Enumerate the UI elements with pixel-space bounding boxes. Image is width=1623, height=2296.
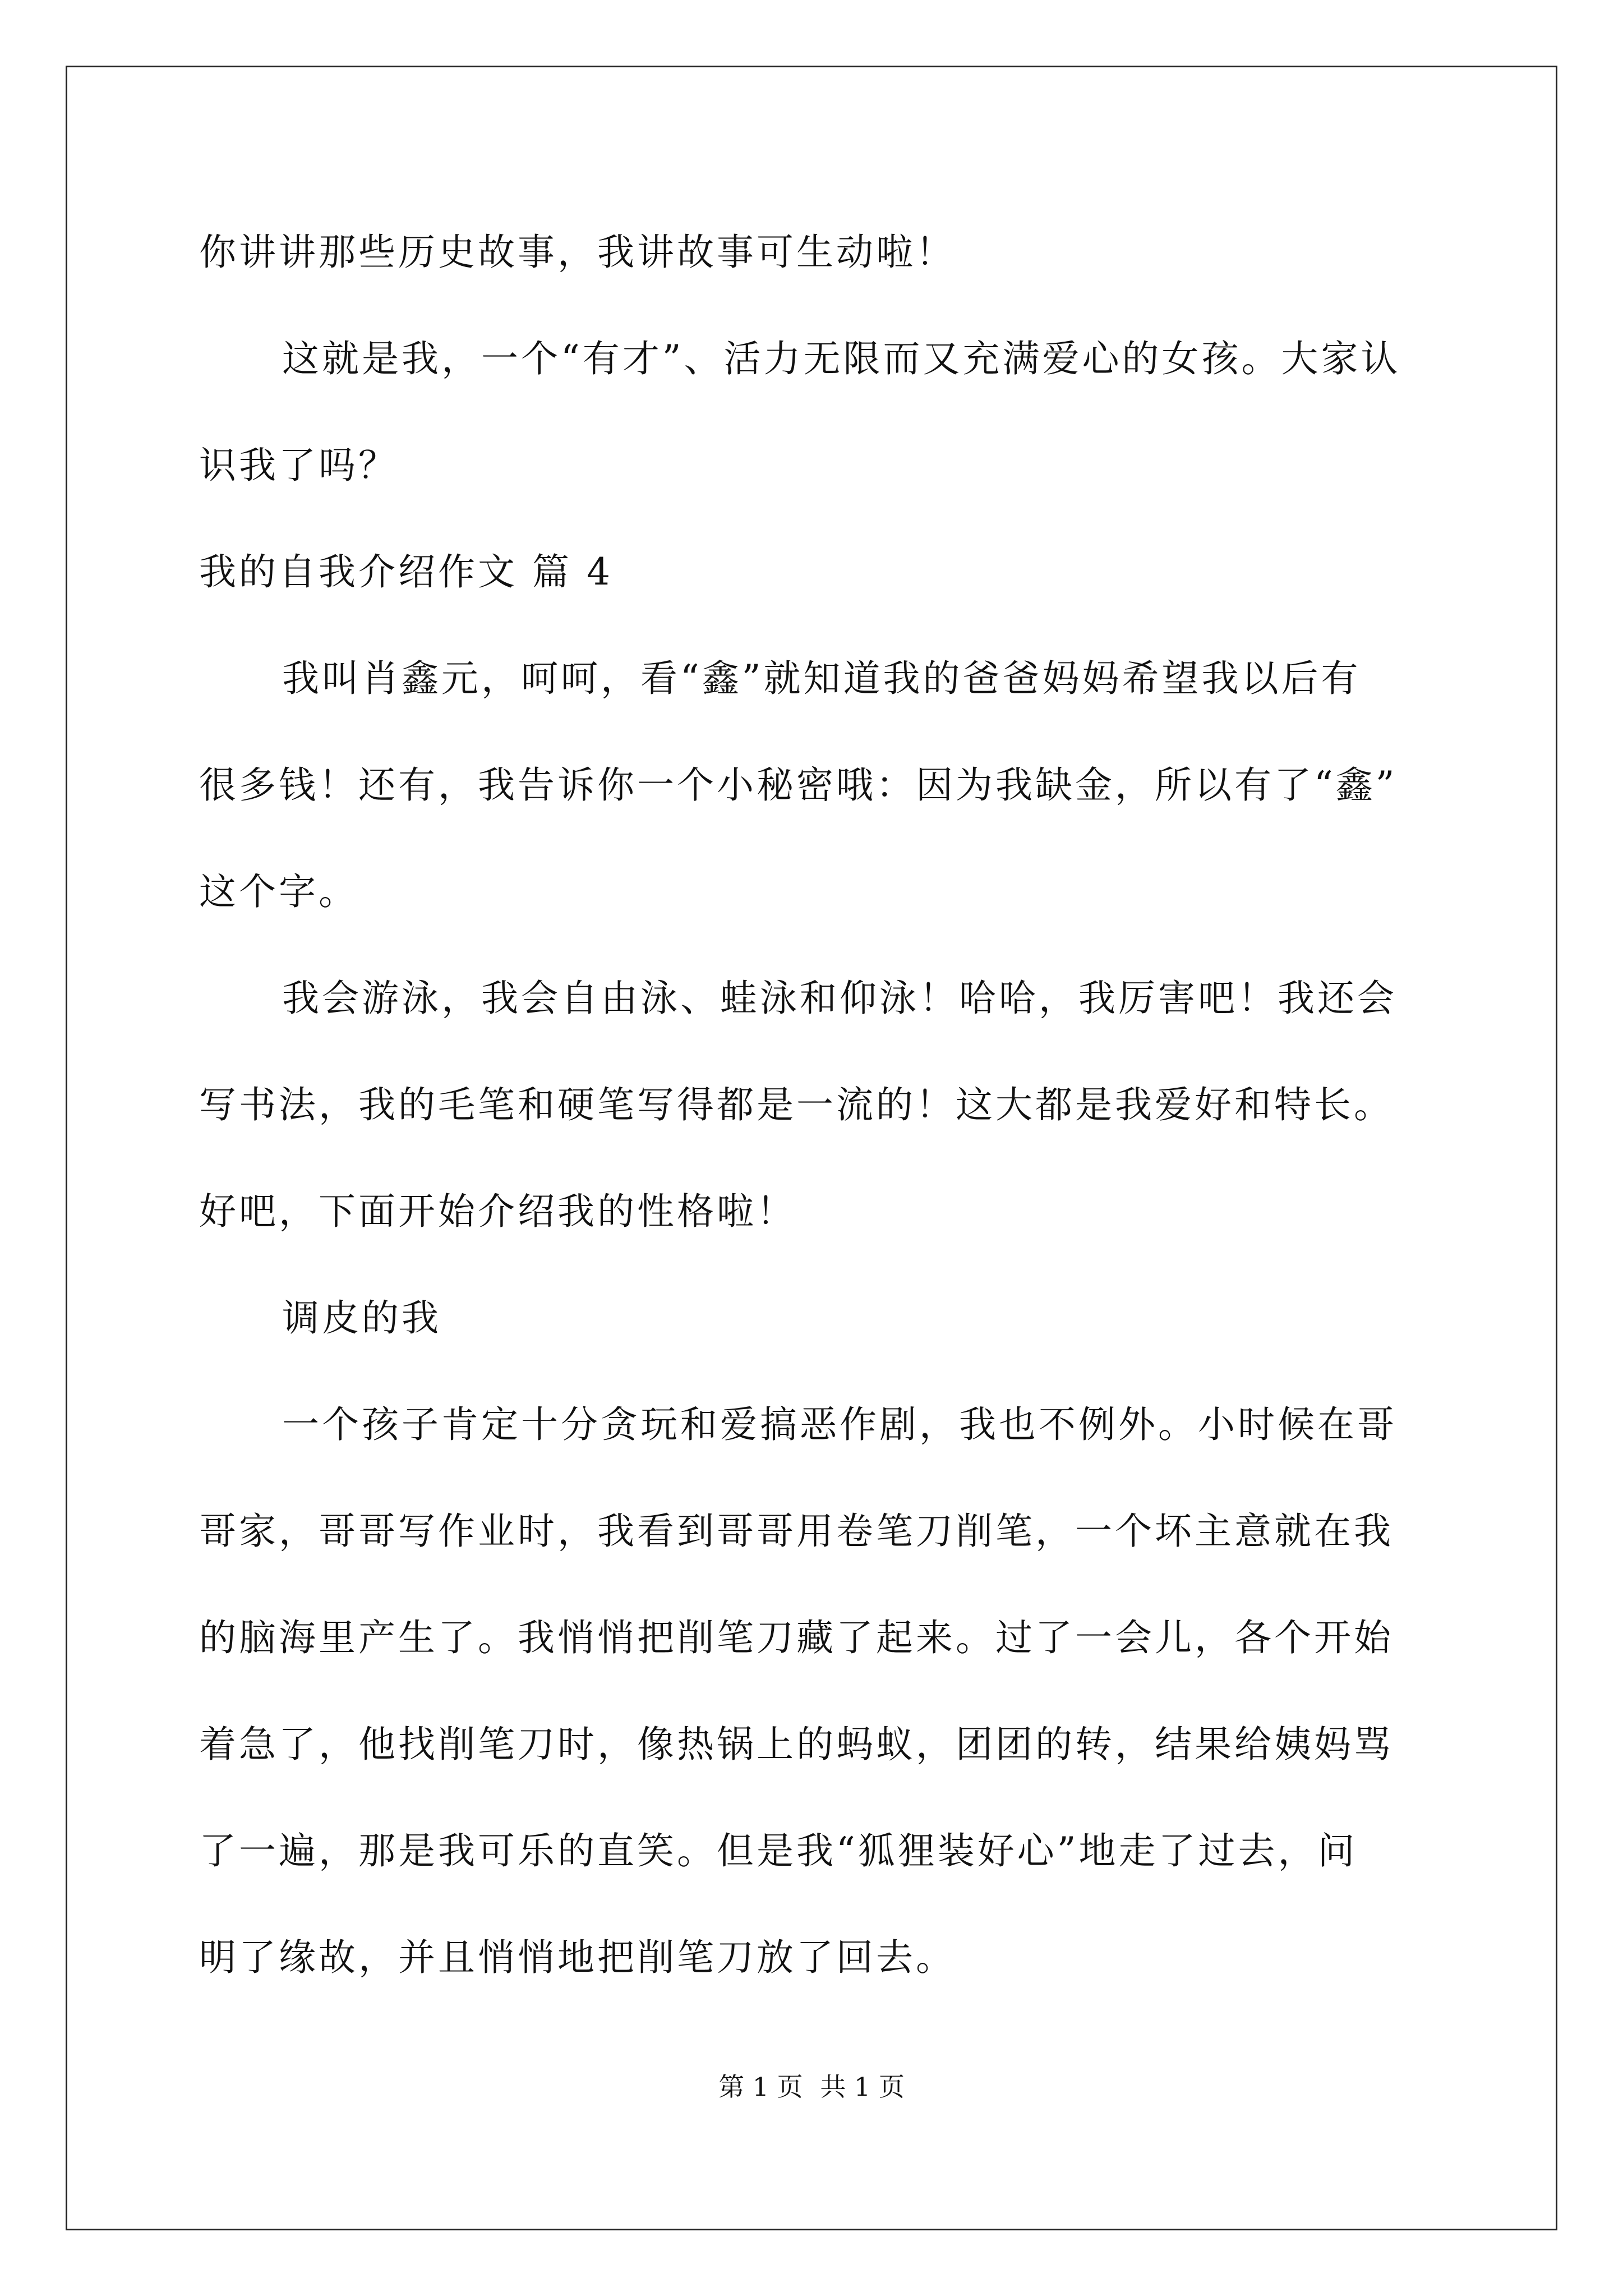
text-line: 很多钱！还有，我告诉你一个小秘密哦：因为我缺金，所以有了“鑫” [199,763,1398,807]
text-line: 这个字。 [199,870,358,913]
text-line: 明了缘故，并且悄悄地把削笔刀放了回去。 [199,1936,956,1979]
text-line: 识我了吗？ [199,444,398,487]
text-line: 一个孩子肯定十分贪玩和爱搞恶作剧，我也不例外。小时候在哥 [282,1403,1397,1446]
text-line: 写书法，我的毛笔和硬笔写得都是一流的！这大都是我爱好和特长。 [199,1083,1394,1126]
text-line: 了一遍，那是我可乐的直笑。但是我“狐狸装好心”地走了过去，问 [199,1829,1358,1872]
text-line: 我会游泳，我会自由泳、蛙泳和仰泳！哈哈，我厉害吧！我还会 [282,977,1397,1020]
text-line: 哥家，哥哥写作业时，我看到哥哥用卷笔刀削笔，一个坏主意就在我 [199,1510,1394,1553]
text-line: 我叫肖鑫元，呵呵，看“鑫”就知道我的爸爸妈妈希望我以后有 [282,657,1361,700]
section-heading: 我的自我介绍作文 篇 4 [199,550,613,593]
text-line: 好吧，下面开始介绍我的性格啦！ [199,1190,796,1233]
text-line: 这就是我，一个“有才”、活力无限而又充满爱心的女孩。大家认 [282,337,1401,380]
total-pages-label: 共 1 页 [820,2072,905,2102]
text-line: 着急了，他找削笔刀时，像热锅上的蚂蚁，团团的转，结果给姨妈骂 [199,1723,1394,1766]
subheading: 调皮的我 [282,1296,441,1340]
text-line: 的脑海里产生了。我悄悄把削笔刀藏了起来。过了一会儿，各个开始 [199,1616,1394,1659]
text-line: 你讲讲那些历史故事，我讲故事可生动啦！ [199,231,956,274]
page-frame [66,66,1557,2230]
current-page-label: 第 1 页 [718,2072,803,2102]
page-footer [0,2070,1623,2104]
